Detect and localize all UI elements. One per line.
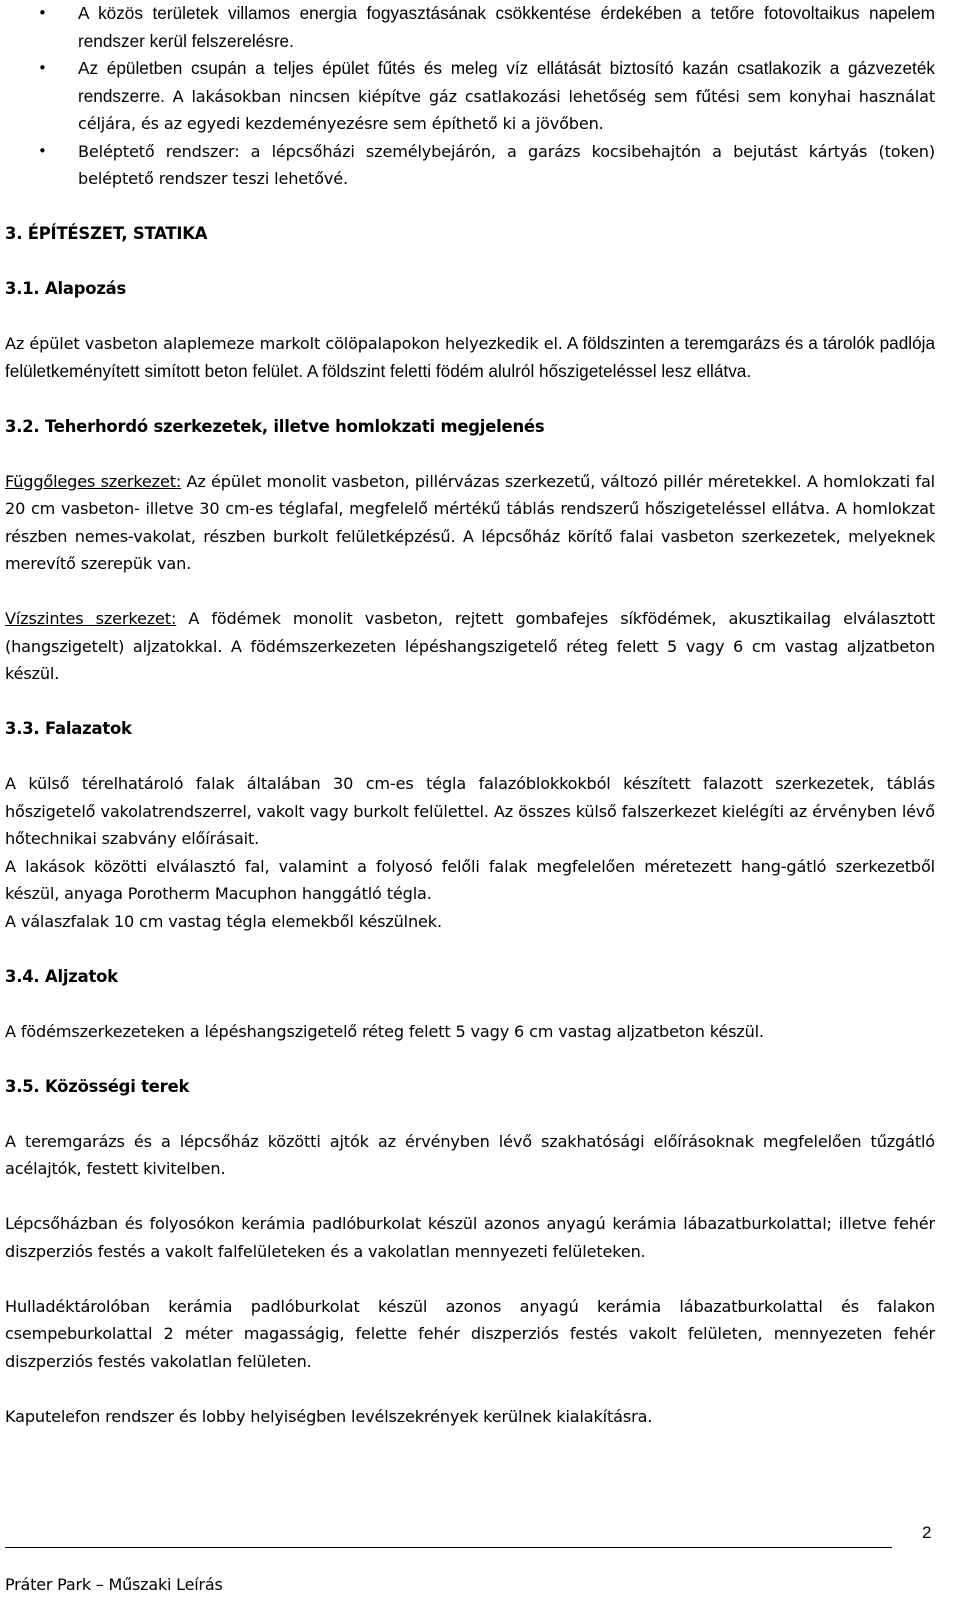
- page-number: 2: [922, 1523, 932, 1542]
- bullet-icon: •: [38, 4, 47, 22]
- footer-title: Práter Park – Műszaki Leírás: [5, 1575, 223, 1594]
- footer-divider: [5, 1547, 892, 1548]
- paragraph: Lépcsőházban és folyosókon kerámia padlóburkolat készül azonos anyagú kerámia lábazatburkolattal; illetve fehér diszperziós festés a vakolt falfelületeken és a vakolatlan mennyezeti felületeken.: [5, 1214, 935, 1261]
- paragraph: A válaszfalak 10 cm vastag tégla elemekből készülnek.: [5, 911, 442, 931]
- list-item: • Az épületben csupán a teljes épület fűtés és meleg víz ellátását biztosító kazán csatlakozik a gázvezeték rendszerre. A lakásokban nincsen kiépítve gáz csatlakozási lehetőség sem fűtési sem konyhai használat céljára, és az egyedi kezdeményezésre sem építhető ki a jövőben.: [5, 55, 935, 138]
- list-item: • Beléptető rendszer: a lépcsőházi személybejárón, a garázs kocsibehajtón a bejutást kártyás (token) beléptető rendszer teszi lehetővé.: [5, 138, 935, 193]
- paragraph: Hulladéktárolóban kerámia padlóburkolat készül azonos anyagú kerámia lábazatburkolattal és falakon csempeburkolattal 2 méter magasságig, felette fehér diszperziós festés vakolt felületen, mennyezeten fehér diszperziós festés vakolatlan felületen.: [5, 1296, 935, 1371]
- list-item: • A közös területek villamos energia fogyasztásának csökkentése érdekében a tetőre fotovoltaikus napelem rendszer kerül felszerelésre.: [5, 0, 935, 55]
- underlined-label: Vízszintes szerkezet:: [5, 609, 177, 628]
- paragraph: A külső térelhatároló falak általában 30 cm-es tégla falazóblokkokból készített falazott szerkezetek, táblás hőszigetelő vakolatrendszerrel, vakolt vagy burkolt felülettel. Az összes külső falszerkezet kielégíti az érvényben lévő hőtechnikai szabvány előírásait.: [5, 774, 935, 848]
- section-heading: 3. ÉPÍTÉSZET, STATIKA: [5, 224, 208, 243]
- bullet-icon: •: [38, 59, 47, 77]
- paragraph: A födémszerkezeteken a lépéshangszigetelő réteg felett 5 vagy 6 cm vastag aljzatbeton készül.: [5, 1021, 764, 1041]
- subsection-heading: 3.3. Falazatok: [5, 719, 132, 738]
- paragraph: A teremgarázs és a lépcsőház közötti ajtók az érvényben lévő szakhatósági előírásoknak megfelelően tűzgátló acélajtók, festett kivitelben.: [5, 1131, 935, 1178]
- bullet-icon: •: [38, 141, 47, 160]
- paragraph: Függőleges szerkezet: Az épület monolit vasbeton, pillérvázas szerkezetű, változó pillér méretekkel. A homlokzati fal 20 cm vasbeton- illetve 30 cm-es téglafal, megfelelő mértékű táblás rendszerű hőszigeteléssel ellátva. A homlokzat részben nemes-vakolat, részben burkolt felületképzésű. A lépcsőház körítő falai vasbeton szerkezetek, melyeknek merevítő szerepük van.: [5, 471, 935, 573]
- underlined-label: Függőleges szerkezet:: [5, 471, 182, 491]
- paragraph: A lakások közötti elválasztó fal, valamint a folyosó felőli falak megfelelően méretezett hang-gátló szerkezetből készül, anyaga Porotherm Macuphon hanggátló tégla.: [5, 856, 935, 903]
- subsection-heading: 3.2. Teherhordó szerkezetek, illetve homlokzati megjelenés: [5, 416, 545, 436]
- paragraph: Vízszintes szerkezet: A födémek monolit vasbeton, rejtett gombafejes síkfödémek, akusztikailag elválasztott (hangszigetelt) aljzatokkal. A födémszerkezeten lépéshangszigetelő réteg felett 5 vagy 6 cm vastag aljzatbeton készül.: [5, 609, 936, 683]
- subsection-heading: 3.1. Alapozás: [5, 279, 127, 298]
- paragraph: Kaputelefon rendszer és lobby helyiségben levélszekrények kerülnek kialakításra.: [5, 1406, 653, 1426]
- document-page: [5, 0, 935, 1430]
- paragraph: Az épület vasbeton alaplemeze markolt cölöpalapokon helyezkedik el. A földszinten a teremgarázs és a tárolók padlója felületkeményített simított beton felület. A földszint feletti födém alulról hőszigeteléssel lesz ellátva.: [5, 333, 936, 381]
- subsection-heading: 3.5. Közösségi terek: [5, 1076, 190, 1096]
- subsection-heading: 3.4. Aljzatok: [5, 966, 118, 986]
